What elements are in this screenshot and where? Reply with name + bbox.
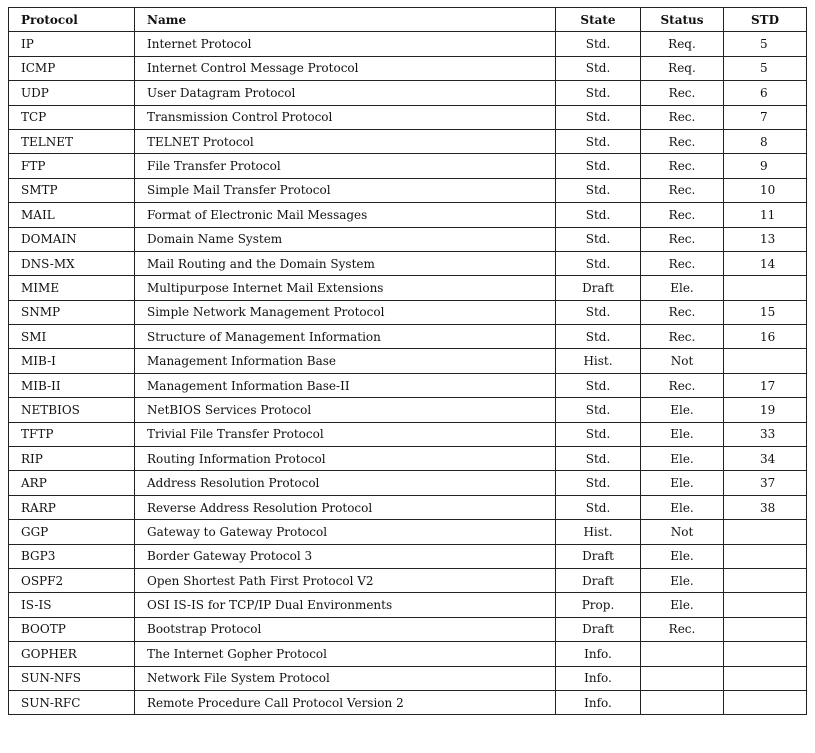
state-cell: Std.	[556, 56, 641, 80]
protocol-cell: FTP	[9, 154, 135, 178]
std-cell	[724, 642, 807, 666]
table-row	[9, 349, 807, 373]
status-cell: Rec.	[641, 325, 724, 349]
name-cell: Address Resolution Protocol	[135, 471, 556, 495]
status-cell: Ele.	[641, 495, 724, 519]
protocol-cell: ICMP	[9, 56, 135, 80]
name-cell: The Internet Gopher Protocol	[135, 642, 556, 666]
protocol-cell: SMTP	[9, 178, 135, 202]
table-row	[9, 593, 807, 617]
state-cell: Draft	[556, 568, 641, 592]
name-cell: OSI IS-IS for TCP/IP Dual Environments	[135, 593, 556, 617]
protocol-cell: RIP	[9, 447, 135, 471]
name-cell: Reverse Address Resolution Protocol	[135, 495, 556, 519]
std-cell	[724, 276, 807, 300]
protocol-cell: SUN-NFS	[9, 666, 135, 690]
name-cell: Multipurpose Internet Mail Extensions	[135, 276, 556, 300]
table-row	[9, 81, 807, 105]
header-name: Name	[135, 8, 556, 32]
protocol-cell: DNS-MX	[9, 251, 135, 275]
state-cell: Std.	[556, 81, 641, 105]
status-cell: Req.	[641, 32, 724, 56]
std-cell: 10	[724, 178, 807, 202]
state-cell: Info.	[556, 666, 641, 690]
name-cell: Transmission Control Protocol	[135, 105, 556, 129]
protocol-cell: NETBIOS	[9, 398, 135, 422]
std-cell: 15	[724, 300, 807, 324]
status-cell: Rec.	[641, 227, 724, 251]
table-row	[9, 422, 807, 446]
state-cell: Info.	[556, 690, 641, 714]
std-cell: 5	[724, 56, 807, 80]
state-cell: Std.	[556, 32, 641, 56]
std-cell	[724, 617, 807, 641]
status-cell: Rec.	[641, 251, 724, 275]
name-cell: Domain Name System	[135, 227, 556, 251]
state-cell: Std.	[556, 495, 641, 519]
table-row	[9, 666, 807, 690]
protocol-cell: IS-IS	[9, 593, 135, 617]
table-row	[9, 178, 807, 202]
state-cell: Std.	[556, 105, 641, 129]
std-cell: 5	[724, 32, 807, 56]
std-cell: 38	[724, 495, 807, 519]
status-cell: Rec.	[641, 81, 724, 105]
table-row	[9, 129, 807, 153]
table-row	[9, 568, 807, 592]
state-cell: Std.	[556, 422, 641, 446]
header-row	[9, 8, 807, 32]
state-cell: Std.	[556, 251, 641, 275]
std-cell: 9	[724, 154, 807, 178]
table-row	[9, 642, 807, 666]
table-row	[9, 251, 807, 275]
status-cell: Not	[641, 349, 724, 373]
std-cell: 13	[724, 227, 807, 251]
name-cell: NetBIOS Services Protocol	[135, 398, 556, 422]
header-std: STD	[724, 8, 807, 32]
name-cell: Internet Control Message Protocol	[135, 56, 556, 80]
protocol-cell: MIME	[9, 276, 135, 300]
header-protocol: Protocol	[9, 8, 135, 32]
status-cell: Rec.	[641, 105, 724, 129]
name-cell: Simple Network Management Protocol	[135, 300, 556, 324]
std-cell: 6	[724, 81, 807, 105]
table-row	[9, 154, 807, 178]
name-cell: Management Information Base-II	[135, 373, 556, 397]
table-row	[9, 32, 807, 56]
state-cell: Draft	[556, 617, 641, 641]
name-cell: Routing Information Protocol	[135, 447, 556, 471]
status-cell: Req.	[641, 56, 724, 80]
protocol-cell: MIB-II	[9, 373, 135, 397]
table-row	[9, 520, 807, 544]
status-cell: Ele.	[641, 422, 724, 446]
name-cell: Format of Electronic Mail Messages	[135, 203, 556, 227]
name-cell: Management Information Base	[135, 349, 556, 373]
header-state: State	[556, 8, 641, 32]
state-cell: Prop.	[556, 593, 641, 617]
name-cell: Structure of Management Information	[135, 325, 556, 349]
protocol-cell: TELNET	[9, 129, 135, 153]
name-cell: Simple Mail Transfer Protocol	[135, 178, 556, 202]
protocol-cell: TFTP	[9, 422, 135, 446]
state-cell: Std.	[556, 154, 641, 178]
name-cell: Gateway to Gateway Protocol	[135, 520, 556, 544]
status-cell: Ele.	[641, 447, 724, 471]
state-cell: Hist.	[556, 349, 641, 373]
std-cell	[724, 568, 807, 592]
table-row	[9, 276, 807, 300]
std-cell: 19	[724, 398, 807, 422]
protocol-cell: GGP	[9, 520, 135, 544]
std-cell: 37	[724, 471, 807, 495]
status-cell: Rec.	[641, 617, 724, 641]
state-cell: Std.	[556, 398, 641, 422]
header-status: Status	[641, 8, 724, 32]
state-cell: Info.	[556, 642, 641, 666]
state-cell: Std.	[556, 203, 641, 227]
status-cell: Rec.	[641, 154, 724, 178]
protocol-table	[8, 7, 807, 715]
status-cell: Ele.	[641, 276, 724, 300]
std-cell	[724, 690, 807, 714]
protocol-cell: MAIL	[9, 203, 135, 227]
protocol-cell: GOPHER	[9, 642, 135, 666]
std-cell	[724, 349, 807, 373]
protocol-cell: BGP3	[9, 544, 135, 568]
status-cell: Rec.	[641, 203, 724, 227]
std-cell	[724, 666, 807, 690]
state-cell: Hist.	[556, 520, 641, 544]
protocol-cell: SNMP	[9, 300, 135, 324]
status-cell	[641, 642, 724, 666]
table-row	[9, 617, 807, 641]
status-cell: Not	[641, 520, 724, 544]
state-cell: Std.	[556, 447, 641, 471]
table-row	[9, 203, 807, 227]
name-cell: Network File System Protocol	[135, 666, 556, 690]
status-cell: Rec.	[641, 300, 724, 324]
name-cell: TELNET Protocol	[135, 129, 556, 153]
table-row	[9, 544, 807, 568]
std-cell: 8	[724, 129, 807, 153]
table-row	[9, 56, 807, 80]
protocol-cell: IP	[9, 32, 135, 56]
name-cell: Remote Procedure Call Protocol Version 2	[135, 690, 556, 714]
std-cell	[724, 593, 807, 617]
std-cell: 17	[724, 373, 807, 397]
state-cell: Std.	[556, 471, 641, 495]
table-row	[9, 690, 807, 714]
table-row	[9, 300, 807, 324]
state-cell: Std.	[556, 300, 641, 324]
table-row	[9, 447, 807, 471]
state-cell: Std.	[556, 129, 641, 153]
std-cell: 33	[724, 422, 807, 446]
state-cell: Draft	[556, 544, 641, 568]
protocol-cell: SUN-RFC	[9, 690, 135, 714]
table-row	[9, 325, 807, 349]
table-row	[9, 105, 807, 129]
status-cell: Ele.	[641, 398, 724, 422]
protocol-cell: OSPF2	[9, 568, 135, 592]
state-cell: Draft	[556, 276, 641, 300]
protocol-cell: ARP	[9, 471, 135, 495]
name-cell: Mail Routing and the Domain System	[135, 251, 556, 275]
table-row	[9, 495, 807, 519]
protocol-cell: UDP	[9, 81, 135, 105]
status-cell: Rec.	[641, 178, 724, 202]
protocol-cell: BOOTP	[9, 617, 135, 641]
name-cell: Border Gateway Protocol 3	[135, 544, 556, 568]
state-cell: Std.	[556, 325, 641, 349]
state-cell: Std.	[556, 227, 641, 251]
status-cell	[641, 666, 724, 690]
protocol-cell: DOMAIN	[9, 227, 135, 251]
table-row	[9, 398, 807, 422]
table-row	[9, 373, 807, 397]
protocol-cell: SMI	[9, 325, 135, 349]
status-cell: Ele.	[641, 593, 724, 617]
name-cell: User Datagram Protocol	[135, 81, 556, 105]
state-cell: Std.	[556, 178, 641, 202]
state-cell: Std.	[556, 373, 641, 397]
protocol-cell: MIB-I	[9, 349, 135, 373]
std-cell: 14	[724, 251, 807, 275]
status-cell: Ele.	[641, 471, 724, 495]
status-cell: Ele.	[641, 544, 724, 568]
status-cell: Ele.	[641, 568, 724, 592]
protocol-cell: RARP	[9, 495, 135, 519]
status-cell: Rec.	[641, 373, 724, 397]
std-cell: 7	[724, 105, 807, 129]
protocol-cell: TCP	[9, 105, 135, 129]
status-cell	[641, 690, 724, 714]
status-cell: Rec.	[641, 129, 724, 153]
std-cell	[724, 544, 807, 568]
name-cell: File Transfer Protocol	[135, 154, 556, 178]
std-cell: 16	[724, 325, 807, 349]
std-cell: 34	[724, 447, 807, 471]
name-cell: Trivial File Transfer Protocol	[135, 422, 556, 446]
name-cell: Open Shortest Path First Protocol V2	[135, 568, 556, 592]
name-cell: Bootstrap Protocol	[135, 617, 556, 641]
std-cell	[724, 520, 807, 544]
std-cell: 11	[724, 203, 807, 227]
table-row	[9, 227, 807, 251]
name-cell: Internet Protocol	[135, 32, 556, 56]
table-row	[9, 471, 807, 495]
